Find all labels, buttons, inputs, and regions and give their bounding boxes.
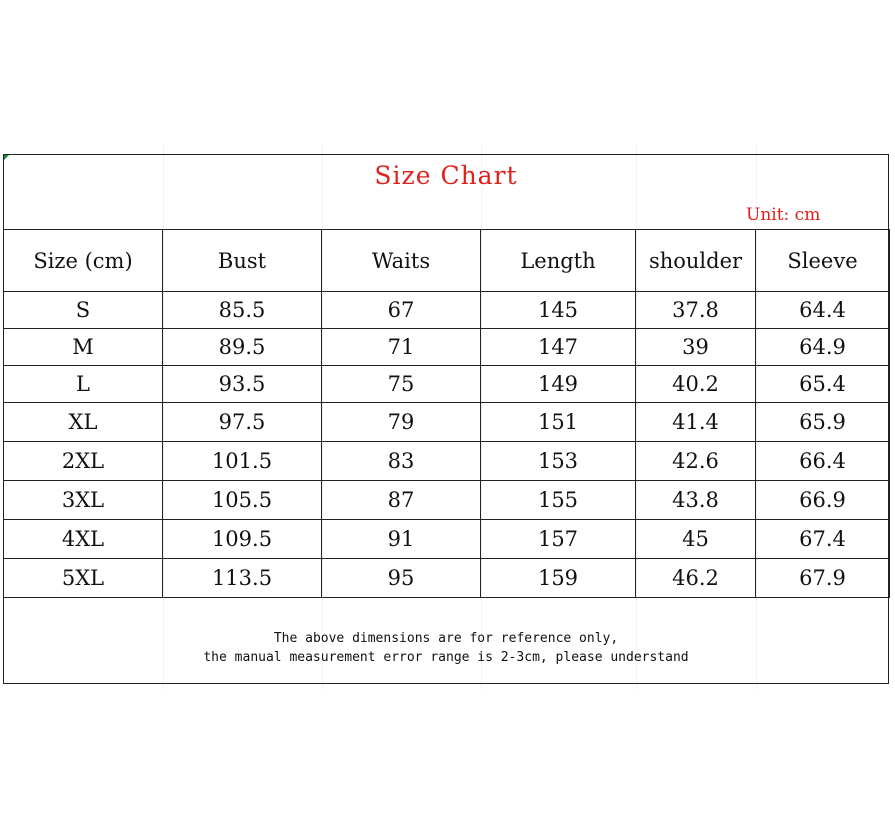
note-line-2: the manual measurement error range is 2-3cm, please understand bbox=[203, 650, 689, 665]
size-table bbox=[3, 229, 890, 598]
table-row bbox=[4, 520, 890, 559]
cell-sleeve: 65.4 bbox=[756, 366, 890, 403]
cell-size: 3XL bbox=[4, 481, 163, 520]
table-row bbox=[4, 329, 890, 366]
header-shoulder: shoulder bbox=[636, 230, 756, 292]
cell-bust: 101.5 bbox=[163, 442, 322, 481]
cell-shoulder: 46.2 bbox=[636, 559, 756, 598]
cell-shoulder: 42.6 bbox=[636, 442, 756, 481]
table-row bbox=[4, 442, 890, 481]
cell-bust: 97.5 bbox=[163, 403, 322, 442]
cell-length: 155 bbox=[481, 481, 636, 520]
cell-size: XL bbox=[4, 403, 163, 442]
table-row bbox=[4, 366, 890, 403]
note-line-1: The above dimensions are for reference only, bbox=[273, 631, 619, 646]
cell-size: M bbox=[4, 329, 163, 366]
cell-sleeve: 66.4 bbox=[756, 442, 890, 481]
cell-length: 145 bbox=[481, 292, 636, 329]
header-size: Size (cm) bbox=[4, 230, 163, 292]
cell-size: S bbox=[4, 292, 163, 329]
reference-note bbox=[4, 629, 888, 667]
table-row bbox=[4, 292, 890, 329]
cell-size: 2XL bbox=[4, 442, 163, 481]
header-length: Length bbox=[481, 230, 636, 292]
header-waist: Waits bbox=[322, 230, 481, 292]
header-bust: Bust bbox=[163, 230, 322, 292]
cell-sleeve: 67.9 bbox=[756, 559, 890, 598]
table-row bbox=[4, 559, 890, 598]
cell-bust: 93.5 bbox=[163, 366, 322, 403]
table-row bbox=[4, 403, 890, 442]
cell-sleeve: 67.4 bbox=[756, 520, 890, 559]
cell-length: 153 bbox=[481, 442, 636, 481]
header-row bbox=[4, 230, 890, 292]
cell-shoulder: 43.8 bbox=[636, 481, 756, 520]
cell-waist: 75 bbox=[322, 366, 481, 403]
unit-label: Unit: cm bbox=[746, 205, 821, 225]
cell-shoulder: 41.4 bbox=[636, 403, 756, 442]
cell-length: 151 bbox=[481, 403, 636, 442]
cell-size: 5XL bbox=[4, 559, 163, 598]
cell-shoulder: 39 bbox=[636, 329, 756, 366]
title-block bbox=[4, 155, 888, 230]
cell-bust: 113.5 bbox=[163, 559, 322, 598]
cell-shoulder: 40.2 bbox=[636, 366, 756, 403]
cell-size: 4XL bbox=[4, 520, 163, 559]
header-sleeve: Sleeve bbox=[756, 230, 890, 292]
cell-sleeve: 64.9 bbox=[756, 329, 890, 366]
cell-sleeve: 64.4 bbox=[756, 292, 890, 329]
cell-bust: 109.5 bbox=[163, 520, 322, 559]
cell-length: 147 bbox=[481, 329, 636, 366]
cell-bust: 89.5 bbox=[163, 329, 322, 366]
cell-waist: 71 bbox=[322, 329, 481, 366]
cell-shoulder: 37.8 bbox=[636, 292, 756, 329]
chart-title: Size Chart bbox=[374, 161, 518, 190]
cell-waist: 95 bbox=[322, 559, 481, 598]
size-chart-sheet bbox=[3, 154, 889, 684]
cell-waist: 83 bbox=[322, 442, 481, 481]
cell-length: 157 bbox=[481, 520, 636, 559]
table-row bbox=[4, 481, 890, 520]
cell-waist: 79 bbox=[322, 403, 481, 442]
cell-length: 149 bbox=[481, 366, 636, 403]
cell-waist: 87 bbox=[322, 481, 481, 520]
cell-length: 159 bbox=[481, 559, 636, 598]
cell-sleeve: 66.9 bbox=[756, 481, 890, 520]
cell-sleeve: 65.9 bbox=[756, 403, 890, 442]
cell-size: L bbox=[4, 366, 163, 403]
cell-bust: 105.5 bbox=[163, 481, 322, 520]
cell-bust: 85.5 bbox=[163, 292, 322, 329]
cell-waist: 67 bbox=[322, 292, 481, 329]
cell-waist: 91 bbox=[322, 520, 481, 559]
cell-shoulder: 45 bbox=[636, 520, 756, 559]
